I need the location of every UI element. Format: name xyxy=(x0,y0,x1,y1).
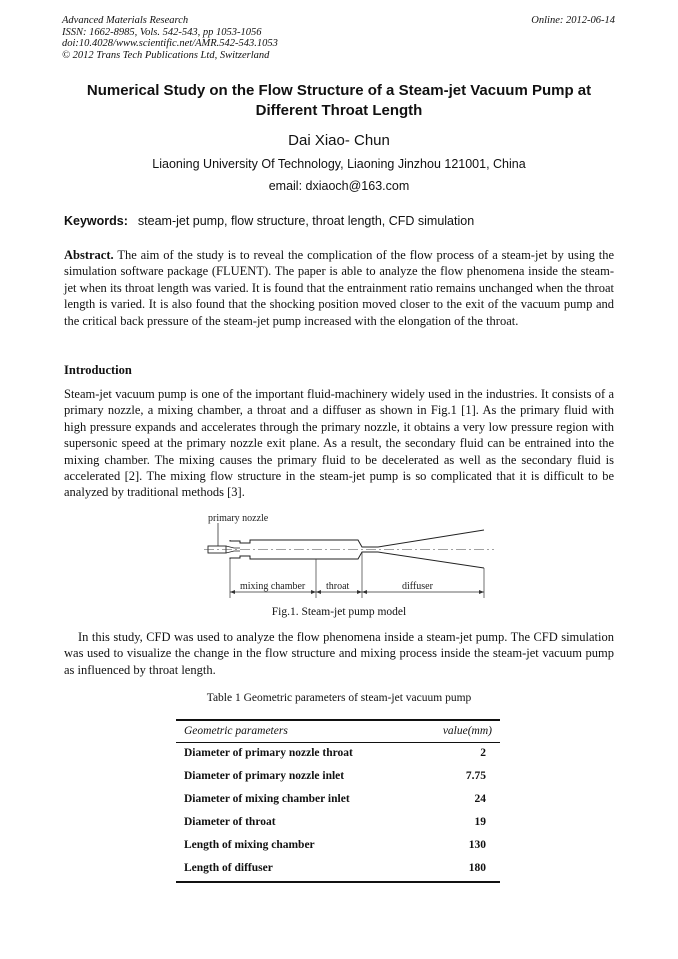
pump-wall-lower xyxy=(230,552,484,568)
table-caption: Table 1 Geometric parameters of steam-jet vacuum pump xyxy=(206,692,472,704)
pump-wall-upper xyxy=(230,530,484,547)
arrow-3 xyxy=(316,590,321,594)
value-cell: 130 xyxy=(468,839,486,851)
table-row xyxy=(176,835,500,858)
param-cell: Length of mixing chamber xyxy=(184,839,315,851)
keywords-text: steam-jet pump, flow structure, throat length, CFD simulation xyxy=(137,214,475,228)
label-diffuser: diffuser xyxy=(402,581,433,592)
abstract-label: Abstract. xyxy=(64,248,114,262)
label-mixing-chamber: mixing chamber xyxy=(240,581,306,592)
abstract-paragraph xyxy=(64,247,614,329)
intro-paragraph: Steam-jet vacuum pump is one of the important fluid-machinery widely used in the industries. It consists of a primary nozzle, a mixing chamber, a throat and a diffuser as shown in Fig.1 [1]. As the primary fluid with high pressure expands and accelerates through the primary nozzle, it obtains a very low pressure region with supersonic speed at the primary nozzle exit plane. As a result, the secondary fluid can be entrained into the mixing chamber. The mixing causes the primary fluid to be decelerated as well as the secondary fluid is accelerated [2]. The mixing flow structure in the steam-jet pump is so complicated that it is difficult to be analyzed by traditional methods [3]. xyxy=(64,387,614,500)
table-row xyxy=(176,789,500,812)
copyright-line: © 2012 Trans Tech Publications Ltd, Switzerland xyxy=(62,49,270,61)
section-heading-introduction: Introduction xyxy=(64,363,132,377)
pump-diagram xyxy=(204,510,494,602)
arrow-6 xyxy=(479,590,484,594)
table-row xyxy=(176,858,500,882)
param-cell: Diameter of primary nozzle throat xyxy=(184,747,353,759)
param-cell: Length of diffuser xyxy=(176,858,416,882)
affiliation: Liaoning University Of Technology, Liaoning Jinzhou 121001, China xyxy=(152,157,526,171)
arrow-5 xyxy=(362,590,367,594)
arrow-4 xyxy=(357,590,362,594)
header-geometric-parameters: Geometric parameters xyxy=(176,720,416,743)
value-cell: 7.75 xyxy=(465,770,486,782)
table-header-row xyxy=(176,720,500,743)
journal-header xyxy=(62,15,278,61)
title-line-2: Different Throat Length xyxy=(255,102,423,119)
arrow-2 xyxy=(311,590,316,594)
table-row xyxy=(176,743,500,767)
label-throat: throat xyxy=(326,581,350,592)
value-cell: 19 xyxy=(474,816,486,828)
keywords-label: Keywords: xyxy=(64,214,128,228)
author-name: Dai Xiao- Chun xyxy=(288,132,390,149)
online-date: Online: 2012-06-14 xyxy=(531,15,615,26)
arrow-1 xyxy=(230,590,235,594)
doi-line[interactable]: doi:10.4028/www.scientific.net/AMR.542-543.1053 xyxy=(62,38,278,49)
label-primary-nozzle: primary nozzle xyxy=(208,513,269,524)
figure-steam-jet-pump xyxy=(204,510,494,602)
value-cell: 180 xyxy=(416,858,500,882)
paper-title xyxy=(60,81,618,121)
nozzle-taper-lower xyxy=(226,551,240,553)
value-cell: 24 xyxy=(474,793,486,805)
geometric-parameters-table xyxy=(176,719,500,883)
param-cell: Diameter of mixing chamber inlet xyxy=(184,793,350,805)
study-paragraph: In this study, CFD was used to analyze the flow phenomena inside a steam-jet pump. The CFD simulation was used to visualize the change in the flow structure and mixing process inside the steam-jet vacuum pump as influenced by throat length. xyxy=(64,630,614,677)
header-value: value(mm) xyxy=(416,720,500,743)
author-email[interactable]: email: dxiaoch@163.com xyxy=(268,179,410,193)
issn-line: ISSN: 1662-8985, Vols. 542-543, pp 1053-1056 xyxy=(62,26,262,38)
nozzle-taper-upper xyxy=(226,546,240,548)
param-cell: Diameter of primary nozzle inlet xyxy=(184,770,345,782)
table-row xyxy=(176,766,500,789)
title-line-1: Numerical Study on the Flow Structure of a Steam-jet Vacuum Pump at xyxy=(86,82,592,99)
figure-caption: Fig.1. Steam-jet pump model xyxy=(271,606,407,618)
table-row xyxy=(176,812,500,835)
value-cell: 2 xyxy=(480,747,486,759)
journal-name: Advanced Materials Research xyxy=(62,15,189,26)
abstract-text: The aim of the study is to reveal the complication of the flow process of a steam-jet by using the simulation software package (FLUENT). The paper is able to analyze the flow phenomena inside the steam-jet when its throat length was varied. It is found that the entrainment ratio remains unchanged when the throat length is varied. It is also found that the shocking position moved closer to the exit of the vacuum pump and the critical back pressure of the steam-jet pump increased with the elongation of the throat. xyxy=(64,248,614,328)
param-cell: Diameter of throat xyxy=(184,816,276,828)
keywords-line xyxy=(64,214,474,228)
